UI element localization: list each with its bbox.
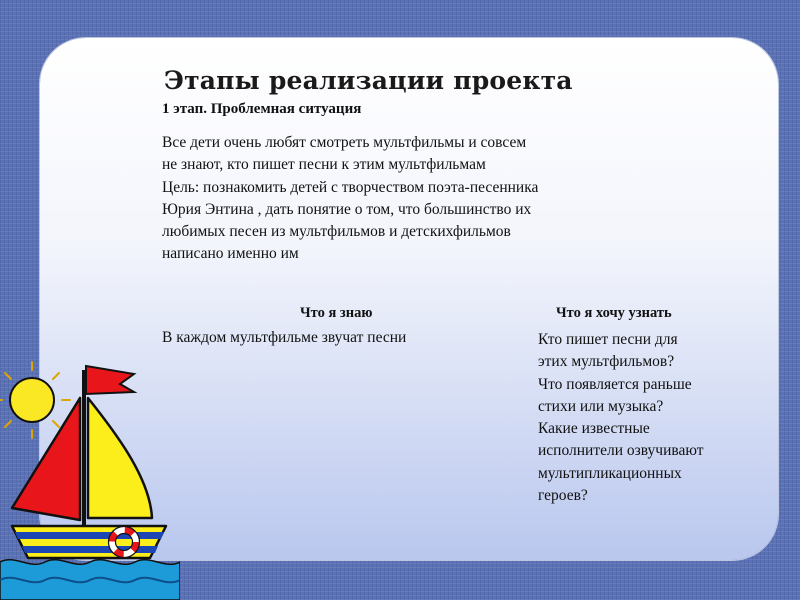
- know-text: В каждом мультфильме звучат песни: [162, 329, 407, 346]
- water-waves: [0, 560, 180, 600]
- problem-paragraph: Все дети очень любят смотреть мультфильмы и совсем не знают, кто пишет песни к этим мультфильмам: [162, 134, 527, 174]
- stage-heading: 1 этап. Проблемная ситуация: [162, 101, 362, 117]
- want-question: Кто пишет песни для этих мультфильмов?: [538, 331, 678, 371]
- want-question: Что появляется раньше стихи или музыка?: [538, 375, 692, 415]
- want-question: Какие известные исполнители озвучивают мультипликационных героев?: [538, 420, 704, 505]
- goal-paragraph: Цель: познакомить детей с творчеством поэта-песенника Юрия Энтина , дать понятие о том, что большинство их любимых песен из мультфильмов и детскихфильмов написано именно им: [162, 178, 539, 263]
- want-heading: Что я хочу узнать: [556, 305, 672, 321]
- yellow-sail: [88, 398, 152, 518]
- know-heading: Что я знаю: [300, 305, 373, 321]
- boat-hull: [12, 526, 166, 558]
- slide-title: Этапы реализации проекта: [164, 66, 573, 95]
- sailboat-illustration: [0, 358, 180, 600]
- want-list: [538, 329, 708, 507]
- sun-icon: [0, 362, 70, 438]
- problem-description: [162, 132, 542, 266]
